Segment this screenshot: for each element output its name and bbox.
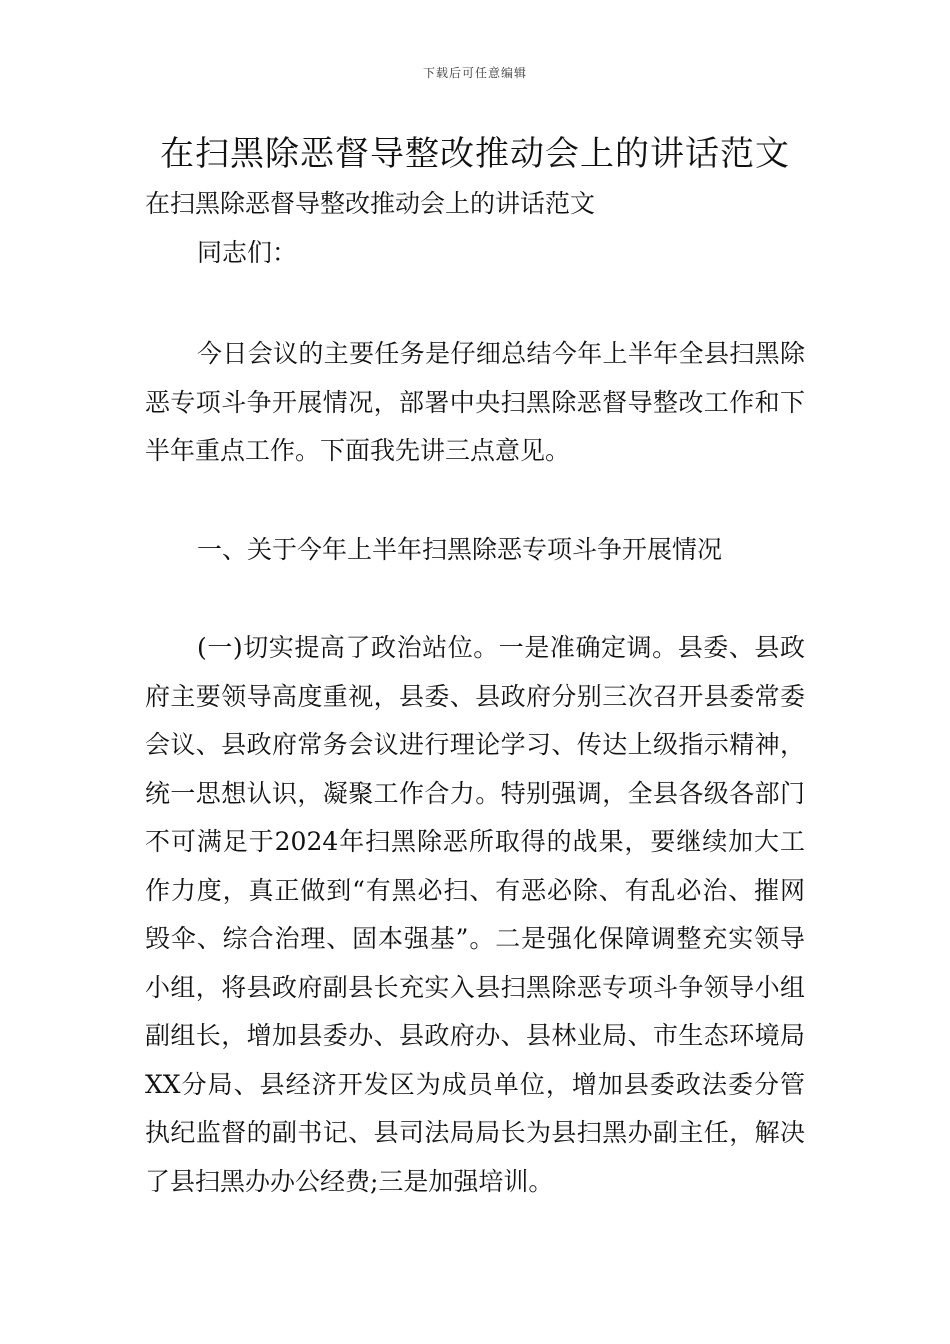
paragraph-section-1: (一)切实提高了政治站位。一是准确定调。县委、县政府主要领导高度重视，县委、县政府分别三次召开县委常委会议、县政府常务会议进行理论学习、传达上级指示精神，统一思想认识，凝聚工作合力。特别强调，全县各级各部门不可满足于2024年扫黑除恶所取得的战果，要继续加大工作力度，真正做到“有黑必扫、有恶必除、有乱必治、摧网毁伞、综合治理、固本强基”。二是强化保障调整充实领导小组，将县政府副县长充实入县扫黑除恶专项斗争领导小组副组长，增加县委办、县政府办、县林业局、市生态环境局XX分局、县经济开发区为成员单位，增加县委政法委分管执纪监督的副书记、县司法局局长为县扫黑办副主任，解决了县扫黑办办公经费;三是加强培训。 <box>145 633 805 1196</box>
document-body <box>145 180 805 1206</box>
paragraph-intro: 今日会议的主要任务是仔细总结今年上半年全县扫黑除恶专项斗争开展情况，部署中央扫黑除恶督导整改工作和下半年重点工作。下面我先讲三点意见。 <box>145 339 805 465</box>
document-title: 在扫黑除恶督导整改推动会上的讲话范文 <box>160 134 790 174</box>
document-subtitle: 在扫黑除恶督导整改推动会上的讲话范文 <box>145 189 596 218</box>
header-note: 下载后可任意编辑 <box>422 66 527 80</box>
section-heading: 一、关于今年上半年扫黑除恶专项斗争开展情况 <box>197 534 723 564</box>
salutation: 同志们： <box>197 237 298 267</box>
